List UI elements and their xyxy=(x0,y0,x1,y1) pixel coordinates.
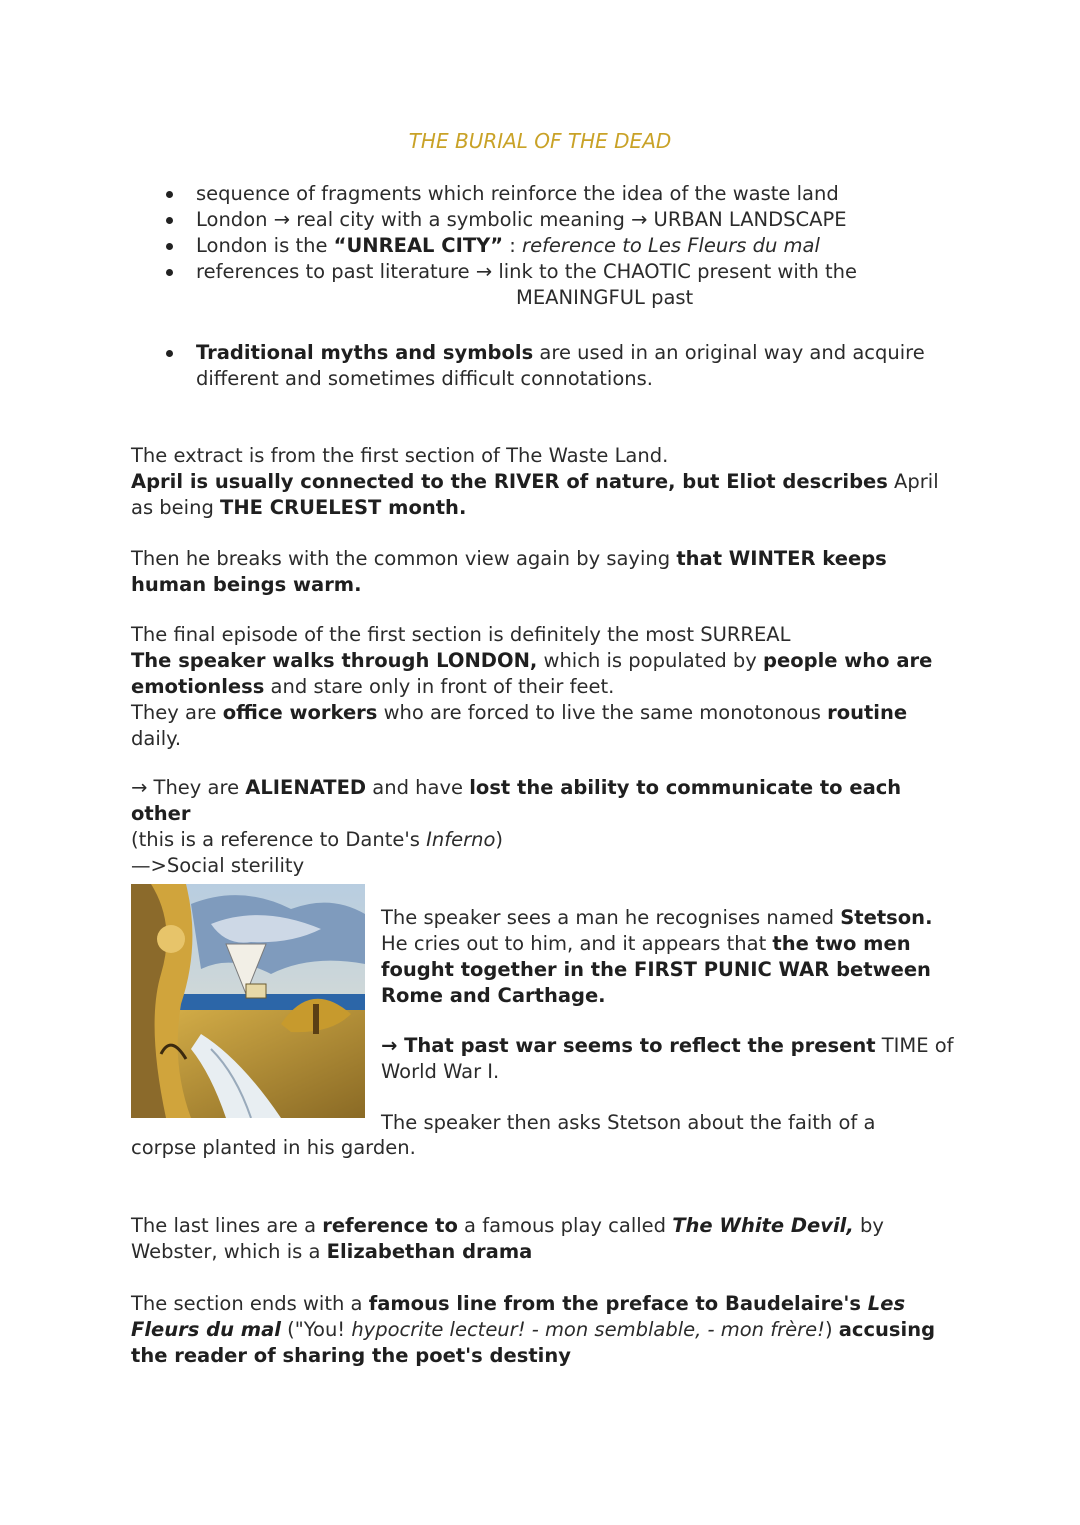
paragraph-stetson xyxy=(381,905,961,1009)
list-item xyxy=(162,259,962,311)
list-item xyxy=(162,233,962,259)
text-bold: office workers xyxy=(222,701,378,724)
text: The section ends with a xyxy=(131,1292,369,1315)
text: The last lines are a xyxy=(131,1214,323,1237)
text-bold: the two men fought together in the FIRST PUNIC WAR between Rome and Carthage. xyxy=(381,932,931,1007)
paragraph-baudelaire xyxy=(131,1291,961,1369)
text: a famous play called xyxy=(457,1214,673,1237)
text-bold: THE CRUELEST month. xyxy=(220,496,467,519)
text-bold: April is usually connected to the RIVER of nature, but Eliot describes xyxy=(131,470,888,493)
text: and have xyxy=(366,776,470,799)
list-item xyxy=(162,181,962,207)
bullet-bold: “UNREAL CITY” xyxy=(333,234,504,257)
text-bold: lost the ability to communicate to each other xyxy=(131,776,902,825)
text: who are forced to live the same monotonous xyxy=(377,701,828,724)
text: by Webster, which is a xyxy=(131,1214,884,1263)
text-bold: Elizabethan drama xyxy=(326,1240,533,1263)
text: TIME of World War I. xyxy=(381,1034,954,1083)
text-bold: Stetson. xyxy=(840,906,933,929)
paragraph-corpse-line1: The speaker then asks Stetson about the faith of a xyxy=(381,1111,876,1134)
text-bold: famous line from the preface to Baudelaire's xyxy=(368,1292,868,1315)
text: → They are xyxy=(131,776,246,799)
text: which is populated by xyxy=(537,649,764,672)
text-bold: routine xyxy=(827,701,908,724)
surreal-painting-image xyxy=(131,884,365,1118)
paragraph-war xyxy=(381,1033,961,1085)
bullet-text: London is the xyxy=(196,234,334,257)
list-item xyxy=(162,207,962,233)
text-bold-italic: Les Fleurs du mal xyxy=(131,1292,906,1341)
text-italic: hypocrite lecteur! - mon semblable, - mon frère! xyxy=(351,1318,825,1341)
text: They are xyxy=(131,701,223,724)
text: (this is a reference to Dante's xyxy=(131,828,427,851)
bullet-text: : xyxy=(503,234,523,257)
bullet-text: are used in an original way and acquire different and sometimes difficult connotations. xyxy=(196,341,925,390)
bullet-bold: Traditional myths and symbols xyxy=(196,341,534,364)
bullet-text: references to past literature → link to the CHAOTIC present with the xyxy=(196,260,858,283)
text-bold: reference to xyxy=(322,1214,458,1237)
paragraph-extract xyxy=(131,443,961,521)
text: ("You! xyxy=(280,1318,352,1341)
bullet-text: sequence of fragments which reinforce the idea of the waste land xyxy=(196,182,839,205)
text-italic: Inferno xyxy=(426,828,496,851)
myths-list xyxy=(162,340,962,392)
text: ) xyxy=(824,1318,839,1341)
text: —>Social sterility xyxy=(131,854,305,877)
list-item xyxy=(162,340,962,392)
text-bold: accusing the reader of sharing the poet's destiny xyxy=(131,1318,936,1367)
text: The final episode of the first section is definitely the most SURREAL xyxy=(131,623,791,646)
text: and stare only in front of their feet. xyxy=(264,675,615,698)
paragraph-alienated xyxy=(131,775,961,879)
text: Then he breaks with the common view again by saying xyxy=(131,547,677,570)
paragraph-winter xyxy=(131,546,961,598)
text: He cries out to him, and it appears that xyxy=(381,932,773,955)
text-bold: ALIENATED xyxy=(245,776,367,799)
text-bold: → That past war seems to reflect the present xyxy=(381,1034,876,1057)
text: daily. xyxy=(131,727,182,750)
text: The speaker sees a man he recognises named xyxy=(381,906,841,929)
text-bold-italic: The White Devil, xyxy=(672,1214,854,1237)
bullet-italic: reference to Les Fleurs du mal xyxy=(522,234,820,257)
bullet-continuation: MEANINGFUL past xyxy=(516,286,694,309)
text: The extract is from the first section of The Waste Land. xyxy=(131,444,669,467)
text-bold: people who are emotionless xyxy=(131,649,933,698)
text: April as being xyxy=(131,470,939,519)
paragraph-corpse-line2: corpse planted in his garden. xyxy=(131,1136,416,1159)
section-title: THE BURIAL OF THE DEAD xyxy=(408,129,672,153)
text-bold: The speaker walks through LONDON, xyxy=(131,649,538,672)
bullet-text: London → real city with a symbolic meaning → URBAN LANDSCAPE xyxy=(196,208,847,231)
text: ) xyxy=(495,828,503,851)
text-bold: that WINTER keeps human beings warm. xyxy=(131,547,887,596)
paragraph-surreal xyxy=(131,622,961,752)
paragraph-white-devil xyxy=(131,1213,961,1265)
key-points-list xyxy=(162,181,962,311)
